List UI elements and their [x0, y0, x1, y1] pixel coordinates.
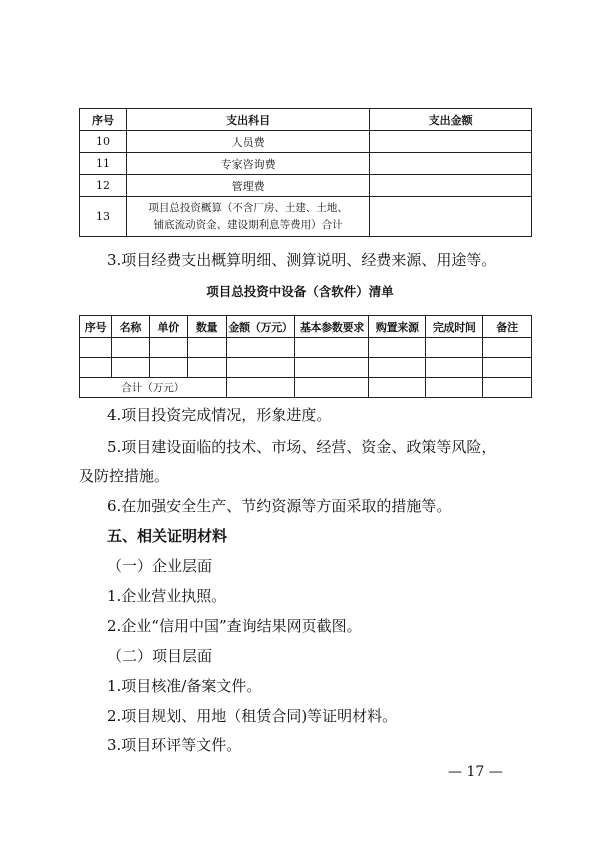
table-cell	[295, 378, 369, 398]
table-header-row	[80, 316, 532, 338]
paragraph-risks-line2: 及防控措施。	[79, 467, 170, 485]
expense-item-line: 铺底流动资金、建设期利息等费用）合计	[153, 218, 343, 231]
table-cell	[187, 338, 226, 358]
table-cell	[369, 358, 426, 378]
table-cell	[226, 358, 295, 378]
table-cell	[426, 338, 483, 358]
table-cell	[426, 378, 483, 398]
list-item: 2.项目规划、用地（租赁合同)等证明材料。	[107, 707, 398, 725]
total-label: 合计（万元）	[80, 378, 227, 398]
table-row	[80, 131, 532, 153]
row-number: 10	[80, 131, 127, 153]
column-header: 备注	[483, 316, 532, 338]
column-header: 序号	[80, 109, 127, 131]
row-number: 12	[80, 175, 127, 197]
expense-item-line: 项目总投资概算（不含厂房、土建、土地、	[148, 201, 348, 214]
expense-amount	[370, 131, 532, 153]
table-cell	[80, 338, 112, 358]
table-row	[80, 358, 532, 378]
row-number: 13	[80, 197, 127, 237]
table-cell	[295, 338, 369, 358]
paragraph-investment-progress: 4.项目投资完成情况，形象进度。	[107, 406, 332, 424]
expense-item: 人员费	[126, 131, 369, 153]
table-cell	[483, 378, 532, 398]
column-header: 单价	[149, 316, 187, 338]
equipment-table-title: 项目总投资中设备（含软件）清单	[206, 284, 394, 299]
list-item: 3.项目环评等文件。	[107, 736, 242, 754]
paragraph-safety-measures: 6.在加强安全生产、节约资源等方面采取的措施等。	[107, 497, 452, 515]
expense-table	[79, 108, 532, 237]
expense-amount	[370, 153, 532, 175]
table-cell	[483, 358, 532, 378]
table-cell	[111, 358, 149, 378]
subsection-heading-enterprise: （一）企业层面	[107, 557, 213, 575]
equipment-table	[79, 315, 532, 398]
table-row	[80, 153, 532, 175]
table-total-row	[80, 378, 532, 398]
list-item: 1.企业营业执照。	[107, 587, 227, 605]
table-row	[80, 175, 532, 197]
table-cell	[369, 338, 426, 358]
expense-item: 专家咨询费	[126, 153, 369, 175]
table-cell	[149, 338, 187, 358]
expense-amount	[370, 175, 532, 197]
table-cell	[295, 358, 369, 378]
column-header: 完成时间	[426, 316, 483, 338]
table-row	[80, 338, 532, 358]
column-header: 数量	[187, 316, 226, 338]
table-cell	[226, 338, 295, 358]
table-cell	[80, 358, 112, 378]
list-item: 1.项目核准/备案文件。	[107, 677, 262, 695]
table-cell	[111, 338, 149, 358]
table-header-row	[80, 109, 532, 131]
table-cell	[187, 358, 226, 378]
table-cell	[149, 358, 187, 378]
expense-item	[126, 197, 369, 237]
subsection-heading-project: （二）项目层面	[107, 647, 213, 665]
column-header: 序号	[80, 316, 112, 338]
paragraph-budget-details: 3.项目经费支出概算明细、测算说明、经费来源、用途等。	[107, 251, 497, 269]
table-cell	[226, 378, 295, 398]
column-header: 名称	[111, 316, 149, 338]
section-heading: 五、相关证明材料	[107, 527, 228, 545]
column-header: 金额（万元）	[226, 316, 295, 338]
table-cell	[426, 358, 483, 378]
table-cell	[483, 338, 532, 358]
table-row	[80, 197, 532, 237]
column-header: 支出金额	[370, 109, 532, 131]
page-number: — 17 —	[448, 764, 503, 780]
column-header: 基本参数要求	[295, 316, 369, 338]
expense-amount	[370, 197, 532, 237]
column-header: 支出科目	[126, 109, 369, 131]
paragraph-risks-line1: 5.项目建设面临的技术、市场、经营、资金、政策等风险，	[107, 438, 497, 456]
expense-item: 管理费	[126, 175, 369, 197]
column-header: 购置来源	[369, 316, 426, 338]
row-number: 11	[80, 153, 127, 175]
table-cell	[369, 378, 426, 398]
list-item: 2.企业“信用中国”查询结果网页截图。	[107, 617, 362, 635]
